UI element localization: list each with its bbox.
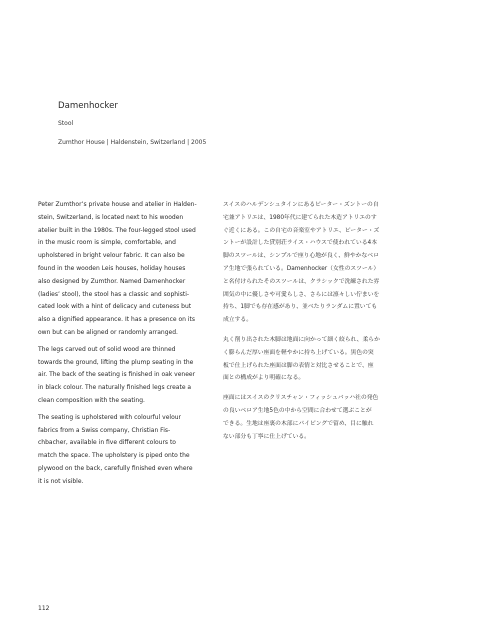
text-line: upholstered in bright velour fabric. It can also be — [38, 252, 185, 260]
text-line: の良いベロア生地5色の中から空間に合わせて選ぶことが — [223, 407, 372, 414]
page-number: 112 — [38, 605, 50, 612]
english-text-column — [38, 199, 216, 493]
text-line: towards the ground, lifting the plump seating in the — [38, 358, 194, 366]
text-line: chbacher, available in five different colours to — [38, 439, 176, 447]
text-line: match the space. The upholstery is piped onto the — [38, 452, 190, 460]
japanese-paragraph-3 — [223, 392, 448, 443]
text-line: できる。生地は座裏の木部にパイピングで留め、目に触れ — [223, 420, 374, 427]
text-line: ない部分も丁寧に仕上げている。 — [223, 433, 310, 440]
text-line: 面との構成がより明確になる。 — [223, 375, 305, 382]
text-line: 座面にはスイスのクリスチャン・フィッシュバッハ社の発色 — [223, 395, 379, 402]
text-line: ア生地で張られている。Damenhocker（女性のスツール） — [223, 265, 380, 272]
text-line: The legs carved out of solid wood are thinned — [38, 345, 176, 353]
text-line: in black colour. The naturally finished legs create a — [38, 384, 192, 392]
english-paragraph-3 — [38, 412, 216, 489]
text-line: く膨らんだ厚い座面を軽やかに持ち上げている。黒色の突 — [223, 349, 374, 356]
text-line: air. The back of the seating is finished in oak veneer — [38, 371, 196, 379]
text-line: 持ち、1脚でも存在感があり、並べたりランダムに置いても — [223, 304, 378, 311]
text-line: 脚のスツールは、シンプルで座り心地が良く、鮮やかなベロ — [223, 253, 379, 260]
text-line: it is not visible. — [38, 477, 84, 485]
text-line: と名付けられたそのスツールは、クラシックで洗練された雰 — [223, 278, 380, 285]
text-line: ぐ近くにある。この自宅の音楽室やアトリエ、ピーター・ズ — [223, 227, 380, 234]
product-type: Stool — [58, 120, 74, 127]
text-line: 板で仕上げられた座面は脚の表情と対比させることで、座 — [223, 362, 374, 369]
english-paragraph-1 — [38, 199, 216, 340]
text-line: atelier built in the 1980s. The four-legged stool used — [38, 226, 196, 234]
text-line: 宅兼アトリエは、1980年代に建てられた木造アトリエのす — [223, 214, 377, 221]
text-line: also a dignified appearance. It has a presence on its — [38, 316, 195, 324]
article-header — [58, 100, 438, 147]
japanese-text-column — [223, 199, 448, 450]
text-line: clean composition with the seating. — [38, 396, 145, 404]
product-title: Damenhocker — [58, 101, 118, 111]
japanese-paragraph-1 — [223, 199, 448, 327]
text-line: found in the wooden Leis houses, holiday houses — [38, 264, 186, 272]
text-line: The seating is upholstered with colourful velour — [38, 413, 182, 421]
text-line: own but can be aligned or randomly arranged. — [38, 328, 178, 336]
english-paragraph-2 — [38, 344, 216, 408]
text-line: 囲気の中に優しさや可愛らしさ、さらには凛々しい佇まいを — [223, 291, 380, 298]
text-line: スイスのハルデンシュタインにあるピーター・ズントーの自 — [223, 202, 379, 208]
text-line: fabrics from a Swiss company, Christian Fis- — [38, 426, 171, 434]
project-meta: Zumthor House | Haldenstein, Switzerland | 2005 — [58, 139, 207, 146]
japanese-paragraph-2 — [223, 334, 448, 385]
text-line: Peter Zumthor’s private house and atelier in Halden- — [38, 201, 197, 208]
text-line: 丸く削り出された木脚は地面に向かって細く絞られ、柔らか — [223, 336, 380, 343]
text-line: also designed by Zumthor. Named Damenhocker — [38, 277, 186, 285]
text-line: cated look with a hint of delicacy and cuteness but — [38, 303, 192, 311]
text-line: ントーが設計した貸別荘ライス・ハウスで使われている4本 — [223, 240, 378, 247]
text-line: (ladies’ stool), the stool has a classic and sophisti- — [38, 290, 190, 298]
text-line: in the music room is simple, comfortable, and — [38, 239, 176, 247]
text-line: stein, Switzerland, is located next to his wooden — [38, 213, 184, 221]
text-line: plywood on the back, carefully finished even where — [38, 464, 193, 472]
text-line: 成立する。 — [223, 317, 252, 324]
